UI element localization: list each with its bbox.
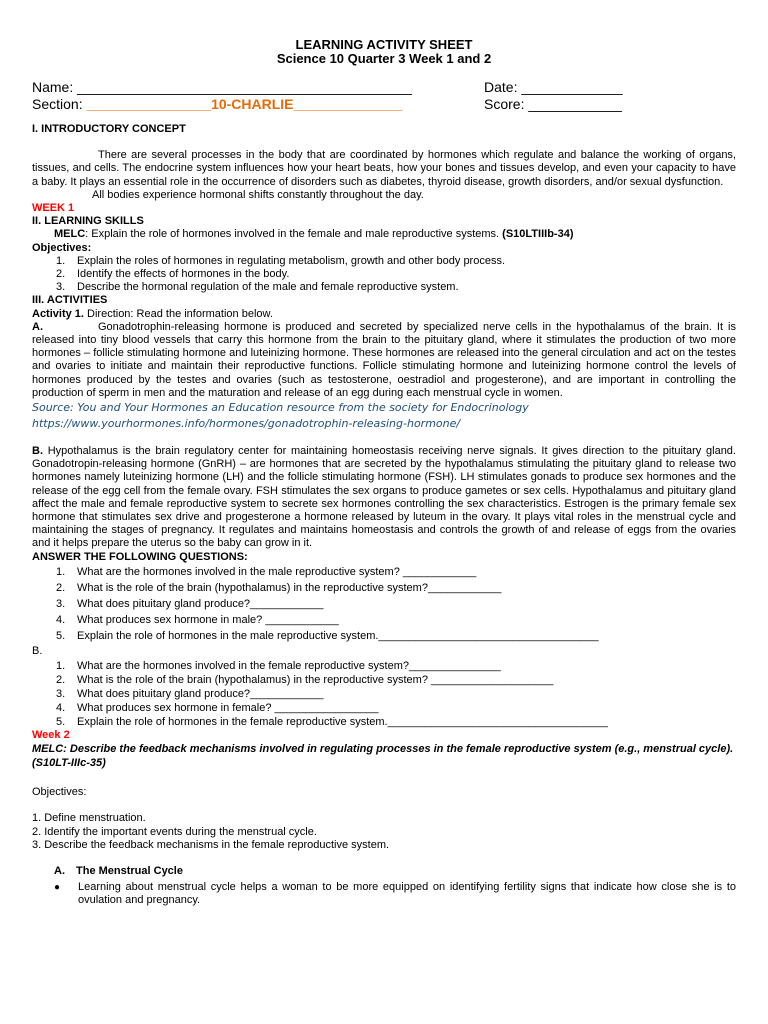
objective-item: 1. Explain the roles of hormones in regulating metabolism, growth and other body process. [56,254,506,267]
questions-male [32,564,736,644]
name-field[interactable]: Name: ___________________________________________ [32,79,412,95]
source-citation: Source: You and Your Hormones an Education resource from the society for Endocrinology [32,401,529,415]
objective-item: 2. Identify the effects of hormones in the body. [56,268,290,281]
section-blank-post: ______________ [293,96,403,112]
question-item: 5. Explain the role of hormones in the male reproductive system.____________________________________ [56,629,599,642]
section-a-title: The Menstrual Cycle [76,864,183,877]
intro-paragraph: There are several processes in the body that are coordinated by hormones which regulate and balance the working of organs, tissues, and cells. The endocrine system influences how your heart beats, how your bones and tissues develop, and even your capacity to have a baby. It plays an essential role in the occurrence of disorders such as diabetes, thyroid disease, growth disorders, and/or sexual dysfunction. [32,149,736,188]
question-item: 1. What are the hormones involved in the male reproductive system? ____________ [56,565,477,578]
questions-female [32,659,736,729]
week2-label: Week 2 [32,728,70,741]
intro-paragraph-2: All bodies experience hormonal shifts constantly throughout the day. [92,188,424,201]
question-item: 4. What produces sex hormone in male? ____________ [56,613,339,626]
melc-week2: MELC: Describe the feedback mechanisms involved in regulating processes in the female reproductive system (e.g., menstrual cycle). (S10LT-IIIc-35) [32,743,734,770]
score-field[interactable]: Score: ____________ [484,96,622,112]
week1-objectives [32,255,736,295]
reading-a [32,321,736,400]
question-item: 1. What are the hormones involved in the female reproductive system?_______________ [56,659,501,672]
reading-b-text: Hypothalamus is the brain regulatory center for maintaining homeostasis receiving nerve signals. It gives direction to the pituitary gland. Gonadotropin-releasing hormone (GnRH) – are hormones that are secreted by the hypothalamus stimulating the pituitary gland to release two hormones namely luteinizing hormone (LH) and the follicle stimulating hormone (FSH). LH stimulates gonads to produce sex hormones and the release of the egg cell from the female ovary. FSH stimulates the sex organs to produce gametes or sex cells. Hypothalamus and pituitary gland affect the male and female reproductive system to secrete sex hormones controlling the sex characteristics. Estrogen is the primary female sex hormone that stimulates sex drive and progesterone a hormone released by luteum in the ovary. It plays vital roles in the menstrual cycle and maintaining the stages of pregnancy. It regulates and maintains homeostasis and controls the growth of and release of eggs from the ovaries and it helps prepare the uterus so the baby can grow in it. [32,445,736,550]
week2-objective-item: 1. Define menstruation. [32,812,146,825]
sheet-title: LEARNING ACTIVITY SHEET [295,37,473,52]
week2-objective-item: 3. Describe the feedback mechanisms in the female reproductive system. [32,838,390,851]
reading-a-label: A. [32,320,43,333]
melc-text: : Explain the role of hormones involved in the female and male reproductive systems. [85,228,503,241]
bullet-text: Learning about menstrual cycle helps a woman to be more equipped on identifying fertility signs that indicate how close she is to ovulation and pregnancy. [78,881,736,907]
intro-heading: I. INTRODUCTORY CONCEPT [32,123,186,135]
week2-objectives-heading: Objectives: [32,786,87,799]
section-blank-pre: ________________ [86,96,212,112]
learning-skills-heading: II. LEARNING SKILLS [32,215,144,228]
objective-item: 3. Describe the hormonal regulation of the male and female reproductive system. [56,281,459,294]
questions-b-label: B. [32,644,43,657]
question-item: 5. Explain the role of hormones in the female reproductive system.____________________________________ [56,715,608,728]
activity-label: Activity 1. [32,307,84,320]
activity-text: Direction: Read the information below. [83,307,273,320]
date-field[interactable]: Date: _____________ [484,79,623,95]
reading-b-label: B. [32,445,43,458]
section-field[interactable] [32,96,403,113]
question-item: 2. What is the role of the brain (hypothalamus) in the reproductive system? ____________________ [56,673,554,686]
bullet-item [32,881,736,907]
question-item: 2. What is the role of the brain (hypothalamus) in the reproductive system?____________ [56,581,502,594]
melc-week1 [32,228,736,241]
sheet-subtitle: Science 10 Quarter 3 Week 1 and 2 [276,51,492,66]
menstrual-cycle-heading [32,865,736,878]
questions-heading: ANSWER THE FOLLOWING QUESTIONS: [32,550,248,563]
name-date-row [32,79,736,96]
reading-a-text: Gonadotrophin-releasing hormone is produced and secreted by specialized nerve cells in the hypothalamus of the brain. It is released into tiny blood vessels that carry this hormone from the brain to the pituitary gland, where it stimulates the production of two more hormones – follicle stimulating hormone and luteinizing hormone. These hormones are released into the general circulation and act on the testes and ovaries to initiate and maintain their reproductive functions. Follicle stimulating hormone and luteinizing hormone control the levels of hormones produced by the testes and ovaries (such as testosterone, oestradiol and progesterone), and are important in controlling the production of sperm in men and the maturation and release of an egg during each menstrual cycle in women. [32,320,736,399]
question-item: 4. What produces sex hormone in female? _________________ [56,701,379,714]
source-link[interactable]: https://www.yourhormones.info/hormones/gonadotrophin-releasing-hormone/ [32,417,461,431]
question-item: 3. What does pituitary gland produce?____________ [56,597,324,610]
week2-objective-item: 2. Identify the important events during the menstrual cycle. [32,825,317,838]
learning-activity-sheet [32,38,736,908]
section-score-row [32,96,736,113]
objectives-heading: Objectives: [32,241,92,254]
section-value: 10-CHARLIE [211,96,294,112]
activities-heading: III. ACTIVITIES [32,294,108,307]
section-label: Section: [32,96,87,112]
melc-label: MELC [54,228,86,241]
question-item: 3. What does pituitary gland produce?____________ [56,687,324,700]
week1-label: WEEK 1 [32,202,75,215]
section-a-letter: A. [54,864,65,877]
melc-code: (S10LTIIIb-34) [502,228,574,241]
activity-1 [32,308,736,321]
bullet-dot-icon: ● [54,882,61,894]
reading-b [32,445,736,551]
